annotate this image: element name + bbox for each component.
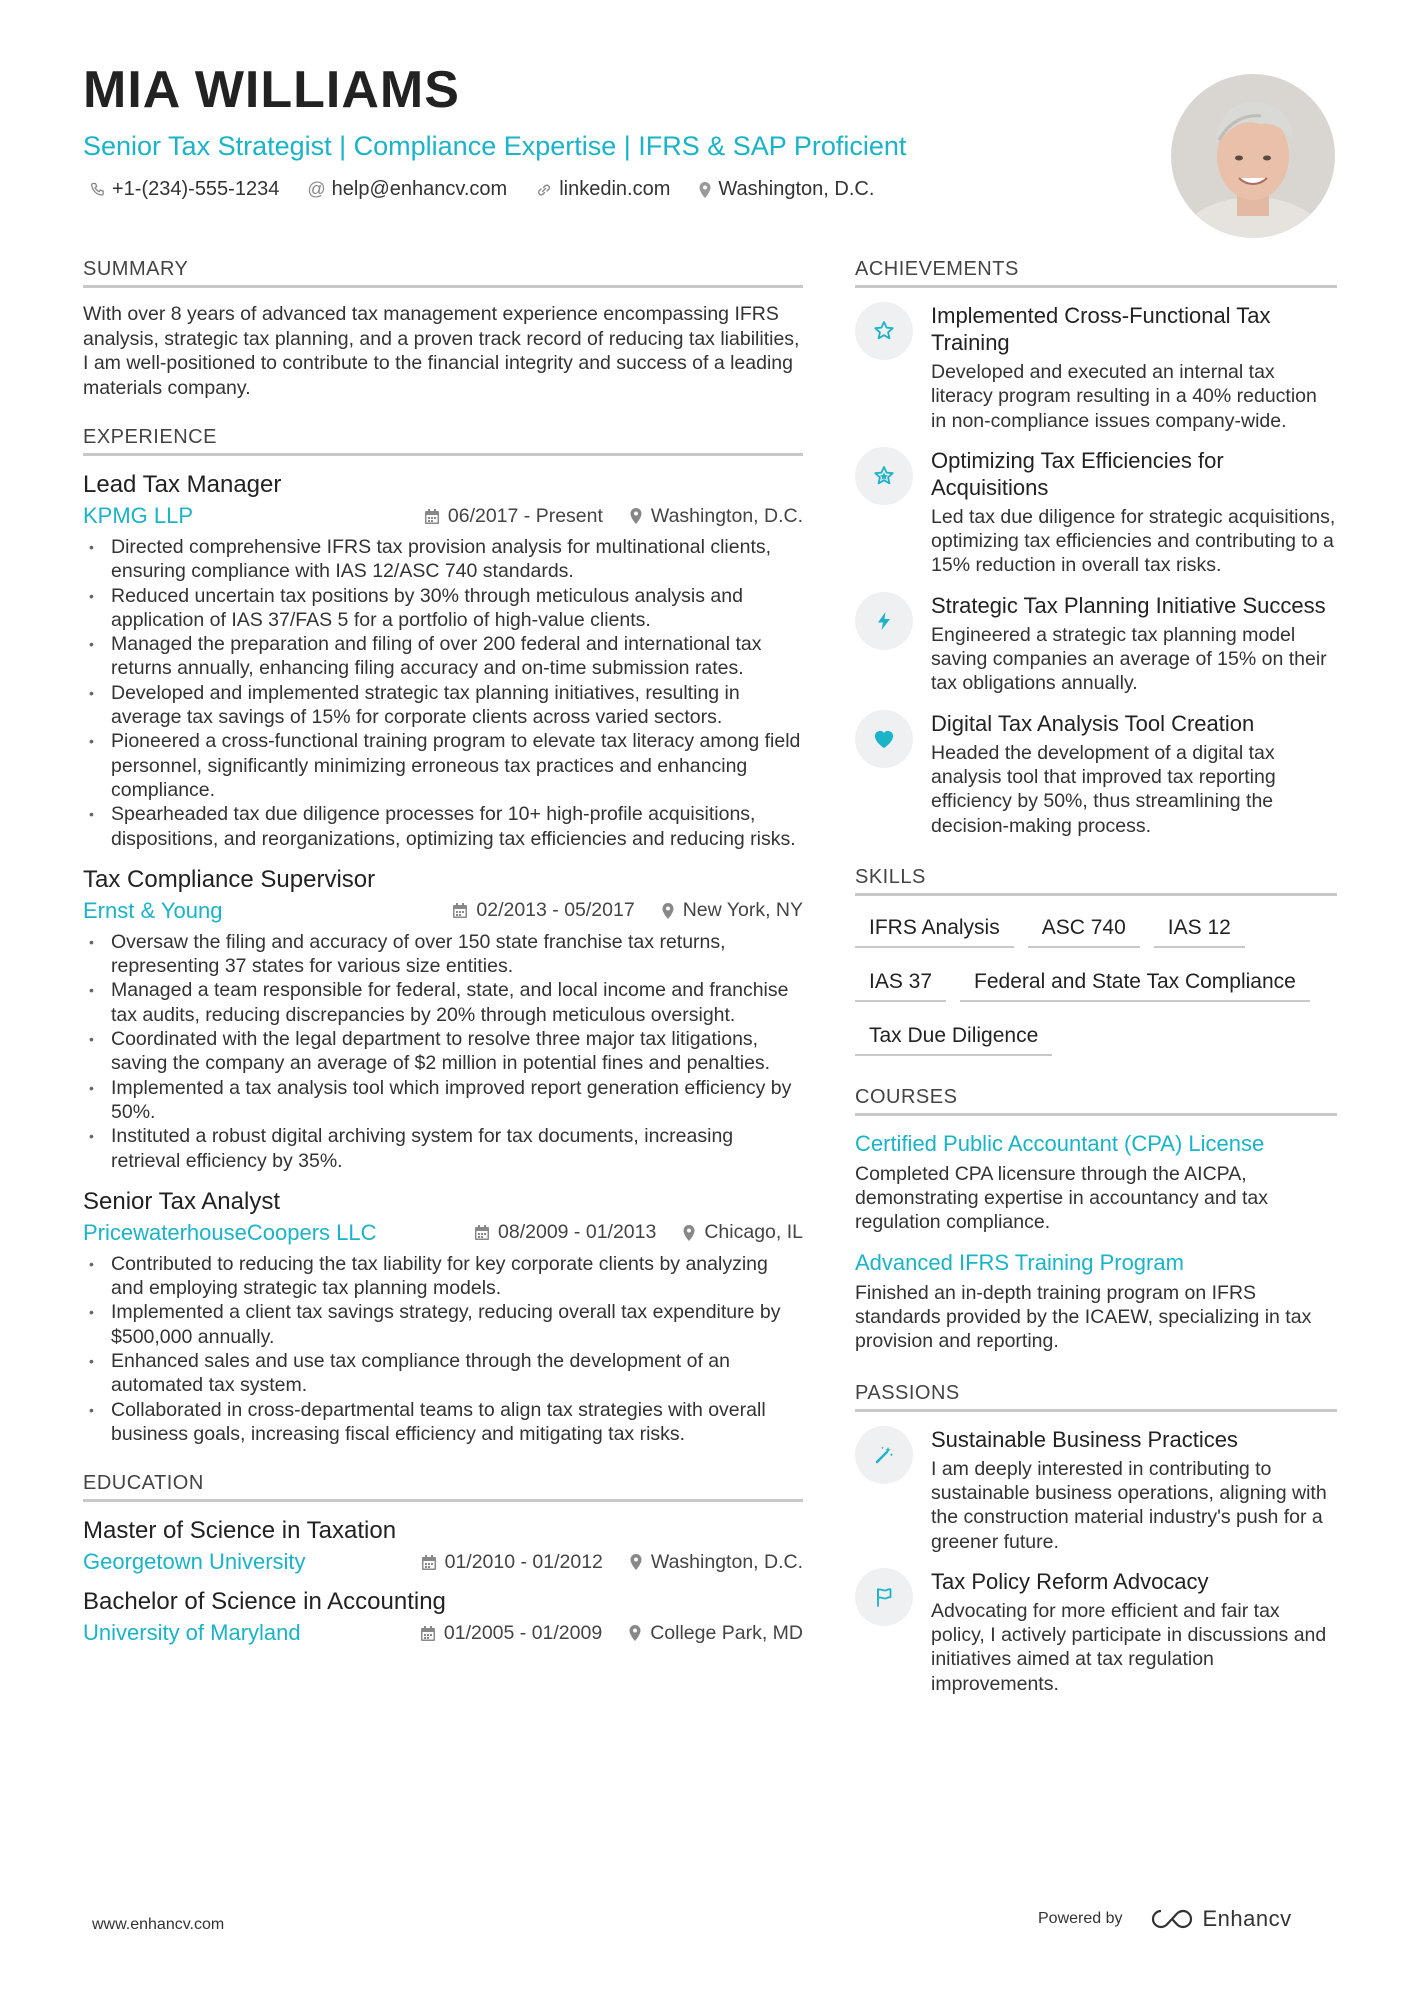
company-name: PricewaterhouseCoopers LLC [83, 1219, 377, 1245]
skill-tag: Federal and State Tax Compliance [960, 970, 1310, 1002]
company-name: Ernst & Young [83, 897, 223, 923]
location-pin-icon [698, 181, 712, 199]
location-text: Washington, D.C. [718, 178, 875, 200]
email-text: help@enhancv.com [331, 178, 508, 200]
dates-text: 08/2009 - 01/2013 [498, 1221, 657, 1244]
calendar-icon [474, 1224, 490, 1241]
job-location [629, 505, 803, 528]
achievement-item [855, 447, 1337, 578]
skills-heading: SKILLS [855, 866, 1337, 896]
job-title: Senior Tax Analyst [83, 1187, 281, 1215]
headline: Senior Tax Strategist | Compliance Expertise | IFRS & SAP Proficient [83, 131, 907, 161]
passion-body [931, 1568, 1337, 1696]
courses-section [855, 1086, 1337, 1354]
bullet-item: • Implemented a client tax savings strategy, reducing overall tax expenditure by $500,000 annually. [83, 1300, 803, 1349]
contact-email[interactable] [307, 178, 507, 201]
job-details [424, 505, 803, 528]
achievement-item [855, 592, 1337, 696]
bullet-item: • Managed the preparation and filing of over 200 federal and international tax returns annually, enhancing filing accuracy and on-time submission rates. [83, 632, 803, 681]
job-bullets [83, 930, 803, 1173]
achievement-title: Implemented Cross-Functional Tax Training [931, 303, 1271, 355]
location-text: Washington, D.C. [650, 1550, 803, 1573]
school-name: University of Maryland [83, 1620, 301, 1646]
brand-logo[interactable] [1149, 1906, 1292, 1932]
job-details [474, 1221, 803, 1244]
bullet-item: • Pioneered a cross-functional training program to elevate tax literacy among field personnel, significantly minimizing erroneous tax practices and enhancing compliance. [83, 729, 803, 802]
summary-heading: SUMMARY [83, 258, 803, 288]
passion-item [855, 1568, 1337, 1696]
skill-tag: IAS 37 [855, 970, 946, 1002]
degree-title: Bachelor of Science in Accounting [83, 1588, 446, 1616]
course-desc: Completed CPA licensure through the AICPA, demonstrating expertise in accountancy and tax regulation compliance. [855, 1162, 1268, 1234]
achievements-section [855, 258, 1337, 838]
location-pin-icon [682, 1224, 696, 1242]
passion-item [855, 1426, 1337, 1554]
bullet-item: • Directed comprehensive IFRS tax provision analysis for multinational clients, ensuring compliance with IAS 12/ASC 740 standards. [83, 535, 803, 584]
experience-heading: EXPERIENCE [83, 426, 803, 456]
skill-tag: ASC 740 [1028, 916, 1140, 948]
bullet-item: • Collaborated in cross-departmental teams to align tax strategies with overall business goals, increasing fiscal efficiency and mitigating tax risks. [83, 1398, 803, 1447]
passion-title: Tax Policy Reform Advocacy [931, 1568, 1209, 1594]
achievement-desc: Developed and executed an internal tax literacy program resulting in a 40% reduction in non-compliance issues company-wide. [931, 361, 1317, 432]
company-name: KPMG LLP [83, 503, 194, 528]
star-badge-icon [855, 447, 913, 505]
contact-location [698, 178, 874, 201]
course-desc: Finished an in-depth training program on IFRS standards provided by the ICAEW, specializing in tax provision and reporting. [855, 1281, 1312, 1353]
linkedin-text: linkedin.com [559, 178, 671, 200]
education-entry [83, 1516, 803, 1575]
summary-text: With over 8 years of advanced tax management experience encompassing IFRS analysis, strategic tax planning, and a proven track record of reducing tax liabilities, I am well-positioned to contribute to the financial integrity and success of a leading materials company. [83, 303, 800, 399]
course-title: Advanced IFRS Training Program [855, 1249, 1184, 1275]
achievements-heading: ACHIEVEMENTS [855, 258, 1337, 288]
education-meta [83, 1620, 803, 1646]
achievement-item [855, 302, 1337, 433]
job-entry [83, 470, 803, 851]
passion-desc: I am deeply interested in contributing to sustainable business operations, aligning with the construction material industry's push for a greener future. [931, 1457, 1327, 1553]
experience-section [83, 426, 803, 1446]
course-item [855, 1249, 1337, 1354]
candidate-name: MIA WILLIAMS [83, 61, 460, 119]
achievement-title: Digital Tax Analysis Tool Creation [931, 710, 1255, 736]
skills-section [855, 866, 1337, 1056]
calendar-icon [424, 508, 440, 525]
job-bullets [83, 535, 803, 851]
achievement-desc: Engineered a strategic tax planning model saving companies an average of 15% on their tax obligations annually. [931, 623, 1327, 695]
contact-linkedin[interactable] [535, 178, 670, 201]
skills-list [855, 916, 1337, 1056]
heart-icon [855, 710, 913, 768]
passion-title: Sustainable Business Practices [931, 1426, 1238, 1452]
powered-by-text: Powered by [1038, 1910, 1123, 1927]
achievement-body [931, 447, 1337, 578]
passions-heading: PASSIONS [855, 1382, 1337, 1412]
flag-icon [855, 1568, 913, 1626]
bullet-item: • Managed a team responsible for federal, state, and local income and franchise tax audits, reducing discrepancies by 20% through meticulous oversight. [83, 978, 803, 1027]
education-heading: EDUCATION [83, 1472, 803, 1502]
job-entry [83, 1187, 803, 1446]
contact-phone[interactable] [90, 178, 279, 201]
dates-text: 01/2010 - 01/2012 [444, 1550, 603, 1573]
courses-heading: COURSES [855, 1086, 1337, 1116]
right-column [855, 258, 1337, 1710]
at-icon: @ [307, 179, 326, 199]
star-icon [855, 302, 913, 360]
footer-powered [1038, 1906, 1292, 1932]
bullet-item: • Spearheaded tax due diligence processes for 10+ high-profile acquisitions, dispositions, and reorganizations, optimizing tax efficiencies and reducing risks. [83, 802, 803, 851]
skill-tag: Tax Due Diligence [855, 1024, 1052, 1056]
skill-tag: IAS 12 [1154, 916, 1245, 948]
education-location [628, 1622, 803, 1645]
course-title: Certified Public Accountant (CPA) License [855, 1130, 1265, 1156]
achievement-title: Strategic Tax Planning Initiative Success [931, 592, 1326, 618]
calendar-icon [420, 1625, 436, 1642]
location-text: College Park, MD [650, 1621, 803, 1644]
dates-text: 02/2013 - 05/2017 [476, 899, 635, 922]
education-dates [421, 1551, 603, 1574]
bullet-item: • Oversaw the filing and accuracy of over 150 state franchise tax returns, representing 37 states for various size entities. [83, 930, 803, 979]
job-location [682, 1221, 803, 1244]
job-entry [83, 865, 803, 1173]
bullet-item: • Contributed to reducing the tax liability for key corporate clients by analyzing and employing strategic tax planning models. [83, 1252, 803, 1301]
education-details [421, 1551, 803, 1574]
education-dates [420, 1622, 602, 1645]
achievement-body [931, 302, 1337, 433]
education-details [420, 1622, 803, 1645]
avatar [1171, 74, 1335, 238]
bullet-item: • Developed and implemented strategic tax planning initiatives, resulting in average tax savings of 15% for corporate clients across varied sectors. [83, 681, 803, 730]
job-title: Lead Tax Manager [83, 471, 282, 498]
course-item [855, 1130, 1337, 1235]
calendar-icon [452, 902, 468, 919]
link-icon [535, 181, 553, 199]
location-pin-icon [629, 507, 643, 525]
skill-tag: IFRS Analysis [855, 916, 1014, 948]
brand-name: Enhancv [1202, 1906, 1292, 1931]
passion-desc: Advocating for more efficient and fair tax policy, I actively participate in discussions and initiatives aimed at tax regulation improvements. [931, 1599, 1327, 1695]
location-text: Chicago, IL [704, 1221, 803, 1244]
bullet-item: • Reduced uncertain tax positions by 30% through meticulous analysis and application of IAS 37/FAS 5 for a portfolio of high-value clients. [83, 584, 803, 633]
achievement-title: Optimizing Tax Efficiencies for Acquisitions [931, 447, 1224, 500]
enhancv-logo-icon [1149, 1907, 1195, 1931]
achievement-body [931, 592, 1337, 696]
job-dates [452, 899, 634, 922]
achievement-desc: Headed the development of a digital tax analysis tool that improved tax reporting efficiency by 50%, thus streamlining the decision-making process. [931, 741, 1276, 837]
job-bullets [83, 1252, 803, 1446]
school-name: Georgetown University [83, 1549, 306, 1575]
summary-section [83, 258, 803, 400]
education-section [83, 1472, 803, 1646]
achievement-desc: Led tax due diligence for strategic acquisitions, optimizing tax efficiencies and contributing to a 15% reduction in overall tax risks. [931, 505, 1336, 577]
dates-text: 01/2005 - 01/2009 [443, 1621, 603, 1644]
achievement-body [931, 710, 1337, 838]
bullet-item: • Enhanced sales and use tax compliance through the development of an automated tax system. [83, 1349, 803, 1398]
location-text: Washington, D.C. [650, 504, 803, 527]
education-entry [83, 1587, 803, 1646]
left-column [83, 258, 803, 1658]
calendar-icon [421, 1554, 437, 1571]
passions-section [855, 1382, 1337, 1696]
job-meta [83, 898, 803, 924]
dates-text: 06/2017 - Present [447, 504, 603, 527]
location-text: New York, NY [682, 899, 803, 922]
education-location [629, 1551, 803, 1574]
phone-text: +1-(234)-555-1234 [112, 178, 280, 200]
contact-bar [90, 178, 874, 201]
location-pin-icon [661, 902, 675, 920]
bullet-item: • Implemented a tax analysis tool which improved report generation efficiency by 50%. [83, 1076, 803, 1125]
lightning-icon [855, 592, 913, 650]
job-title: Tax Compliance Supervisor [83, 865, 376, 893]
job-dates [474, 1221, 656, 1244]
job-dates [424, 505, 603, 528]
job-meta [83, 503, 803, 529]
magic-wand-icon [855, 1426, 913, 1484]
phone-icon [90, 182, 106, 198]
job-details [452, 899, 803, 922]
job-meta [83, 1220, 803, 1246]
degree-title: Master of Science in Taxation [83, 1517, 397, 1545]
location-pin-icon [629, 1553, 643, 1571]
achievement-item [855, 710, 1337, 838]
bullet-item: • Coordinated with the legal department to resolve three major tax litigations, saving the company an average of $2 million in potential fines and penalties. [83, 1027, 803, 1076]
footer-website[interactable]: www.enhancv.com [92, 1916, 225, 1933]
passion-body [931, 1426, 1337, 1554]
location-pin-icon [628, 1624, 642, 1642]
job-location [661, 899, 803, 922]
education-meta [83, 1549, 803, 1575]
bullet-item: • Instituted a robust digital archiving system for tax documents, increasing retrieval efficiency by 35%. [83, 1124, 803, 1173]
